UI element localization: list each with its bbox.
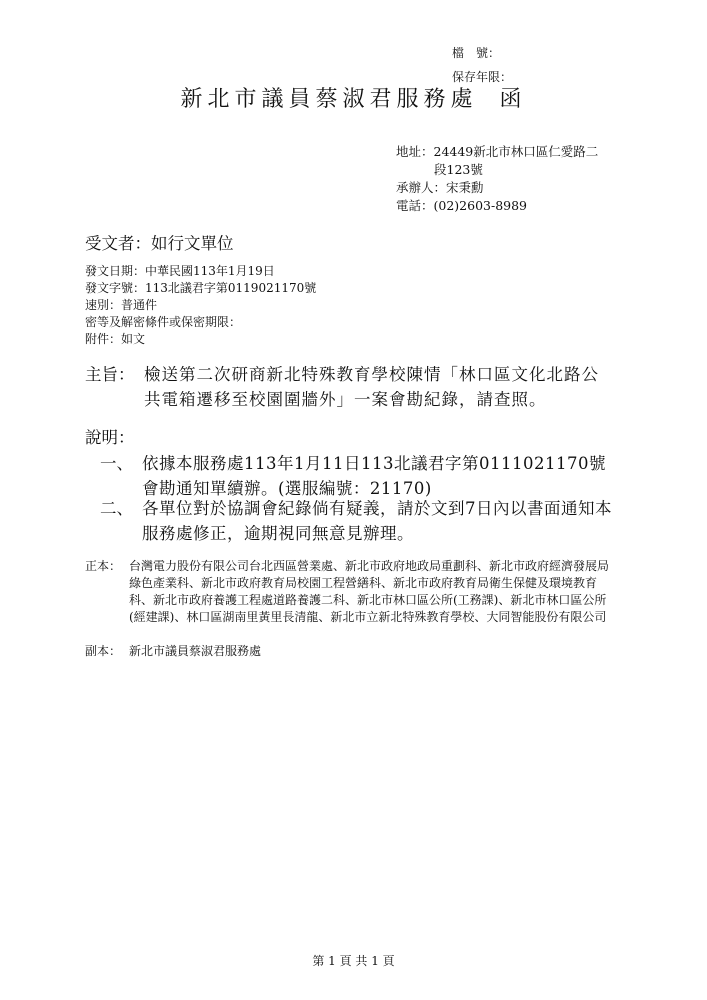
subject-text: 檢送第二次研商新北特殊教育學校陳情「林口區文化北路公共電箱遷移至校園圍牆外」一案會勘紀錄，請查照。 [144, 365, 599, 409]
copy-recipients-label: 副本： [85, 644, 122, 658]
document-title [0, 82, 707, 113]
speed-class: 速別：普通件 [85, 298, 158, 312]
handler-line: 承辦人：宋秉勳 [396, 180, 484, 195]
main-recipients-text: 台灣電力股份有限公司台北西區營業處、新北市政府地政局重劃科、新北市政府經濟發展局綠色產業科、新北市政府教育局校園工程營繕科、新北市政府教育局衛生保健及環境教育科、新北市政府養護工程處道路養護二科、新北市林口區公所(工務課)、新北市林口區公所(經建課)、林口區湖南里黃里長清龍、新北市立新北特殊教育學校、大同智能股份有限公司 [129, 559, 610, 624]
attachment-line: 附件：如文 [85, 332, 146, 346]
item-text: 各單位對於協調會紀錄倘有疑義，請於文到7日內以書面通知本服務處修正，逾期視同無意見辦理。 [142, 499, 612, 543]
phone-line: 電話：(02)2603-8989 [396, 198, 528, 213]
main-recipients-label: 正本： [85, 559, 122, 573]
document-type: 函 [499, 87, 527, 112]
address-line-2: 段123號 [434, 162, 483, 177]
item-number: 二、 [100, 499, 133, 518]
item-text: 依據本服務處113年1月11日113北議君字第0111021170號會勘通知單續辦。(選服編號：21170) [142, 454, 606, 498]
issuer-name: 新北市議員蔡淑君服務處 [180, 87, 478, 112]
subject-label: 主旨： [85, 365, 135, 384]
document-number: 發文字號：113北議君字第0119021170號 [85, 281, 317, 295]
security-level: 密等及解密條件或保密期限： [85, 315, 242, 329]
issue-date: 發文日期：中華民國113年1月19日 [85, 264, 275, 278]
recipient-line: 受文者：如行文單位 [85, 234, 234, 253]
page-number: 第 1 頁 共 1 頁 [312, 954, 395, 968]
address-line-1: 地址：24449新北市林口區仁愛路二 [396, 144, 599, 159]
retention-period-label: 保存年限： [452, 70, 513, 84]
explanation-label: 說明： [85, 428, 135, 447]
file-number-label: 檔 號： [452, 46, 501, 60]
copy-recipients-text: 新北市議員蔡淑君服務處 [129, 644, 262, 658]
item-number: 一、 [100, 454, 133, 473]
